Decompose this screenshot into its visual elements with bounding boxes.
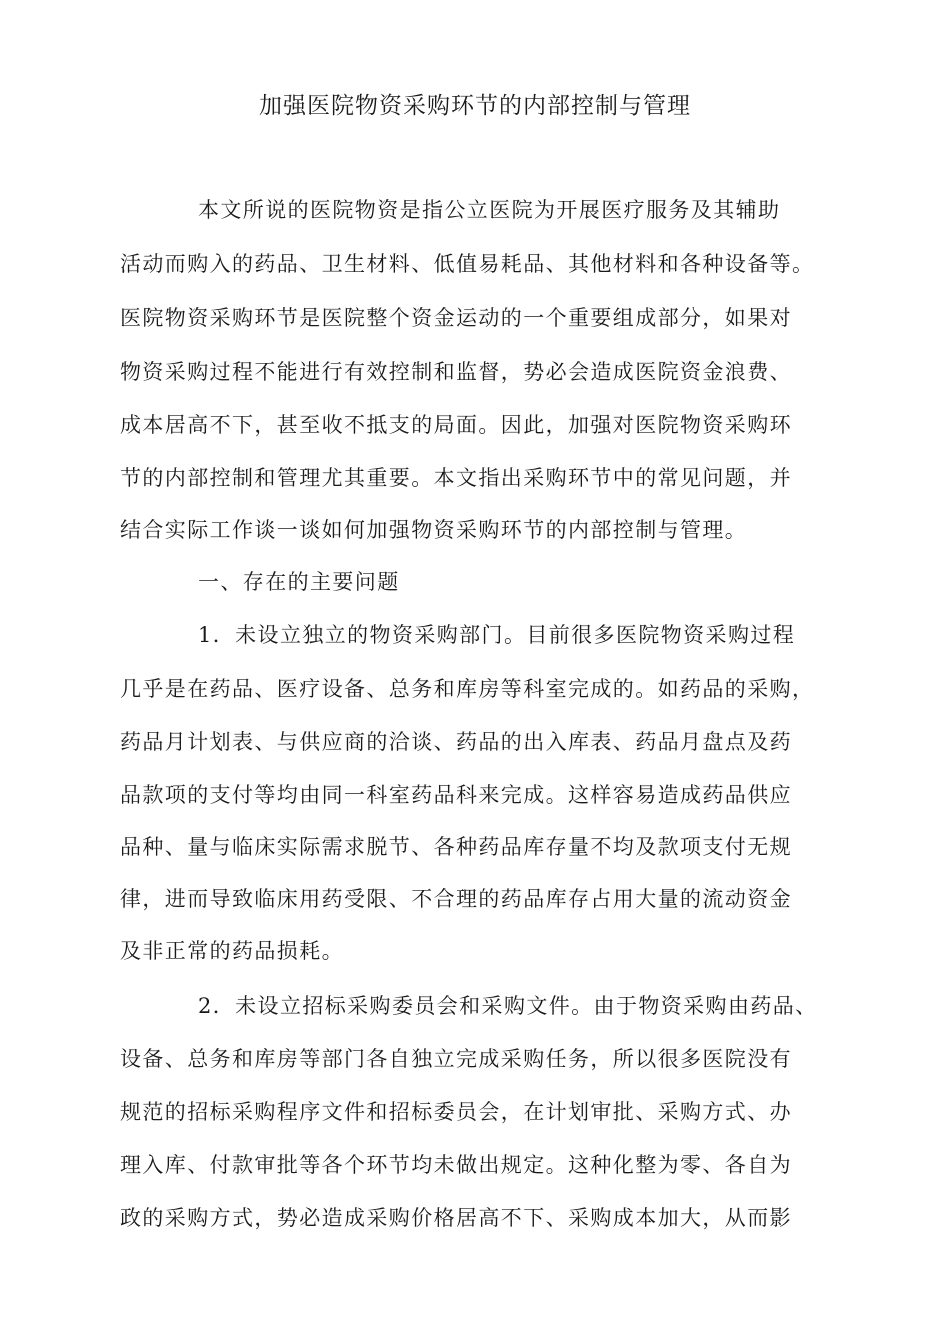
paragraph-line: 药品月计划表、与供应商的洽谈、药品的出入库表、药品月盘点及药 <box>120 730 792 754</box>
paragraph-line: 本文所说的医院物资是指公立医院为开展医疗服务及其辅助 <box>198 198 781 222</box>
paragraph-line: 律，进而导致临床用药受限、不合理的药品库存占用大量的流动资金 <box>120 887 792 911</box>
paragraph-line: 1．未设立独立的物资采购部门。目前很多医院物资采购过程 <box>198 623 796 647</box>
paragraph-line: 政的采购方式，势必造成采购价格居高不下、采购成本加大，从而影 <box>120 1206 792 1230</box>
paragraph-line: 成本居高不下，甚至收不抵支的局面。因此，加强对医院物资采购环 <box>120 413 792 437</box>
paragraph-line: 物资采购过程不能进行有效控制和监督，势必会造成医院资金浪费、 <box>120 360 792 384</box>
paragraph-line: 品款项的支付等均由同一科室药品科来完成。这样容易造成药品供应 <box>120 783 792 807</box>
paragraph-line: 及非正常的药品损耗。 <box>120 939 344 963</box>
paragraph-line: 2．未设立招标采购委员会和采购文件。由于物资采购由药品、 <box>198 994 818 1018</box>
paragraph-line: 医院物资采购环节是医院整个资金运动的一个重要组成部分，如果对 <box>120 306 792 330</box>
paragraph-line: 结合实际工作谈一谈如何加强物资采购环节的内部控制与管理。 <box>120 518 748 542</box>
paragraph-line: 理入库、付款审批等各个环节均未做出规定。这种化整为零、各自为 <box>120 1153 792 1177</box>
document-title: 加强医院物资采购环节的内部控制与管理 <box>259 93 691 119</box>
paragraph-line: 规范的招标采购程序文件和招标委员会，在计划审批、采购方式、办 <box>120 1100 792 1124</box>
paragraph-line: 品种、量与临床实际需求脱节、各种药品库存量不均及款项支付无规 <box>120 835 792 859</box>
paragraph-line: 设备、总务和库房等部门各自独立完成采购任务，所以很多医院没有 <box>120 1047 792 1071</box>
section-heading: 一、存在的主要问题 <box>198 570 400 594</box>
paragraph-line: 几乎是在药品、医疗设备、总务和库房等科室完成的。如药品的采购， <box>120 677 815 701</box>
paragraph-line: 活动而购入的药品、卫生材料、低值易耗品、其他材料和各种设备等。 <box>120 252 815 276</box>
paragraph-line: 节的内部控制和管理尤其重要。本文指出采购环节中的常见问题，并 <box>120 466 792 490</box>
